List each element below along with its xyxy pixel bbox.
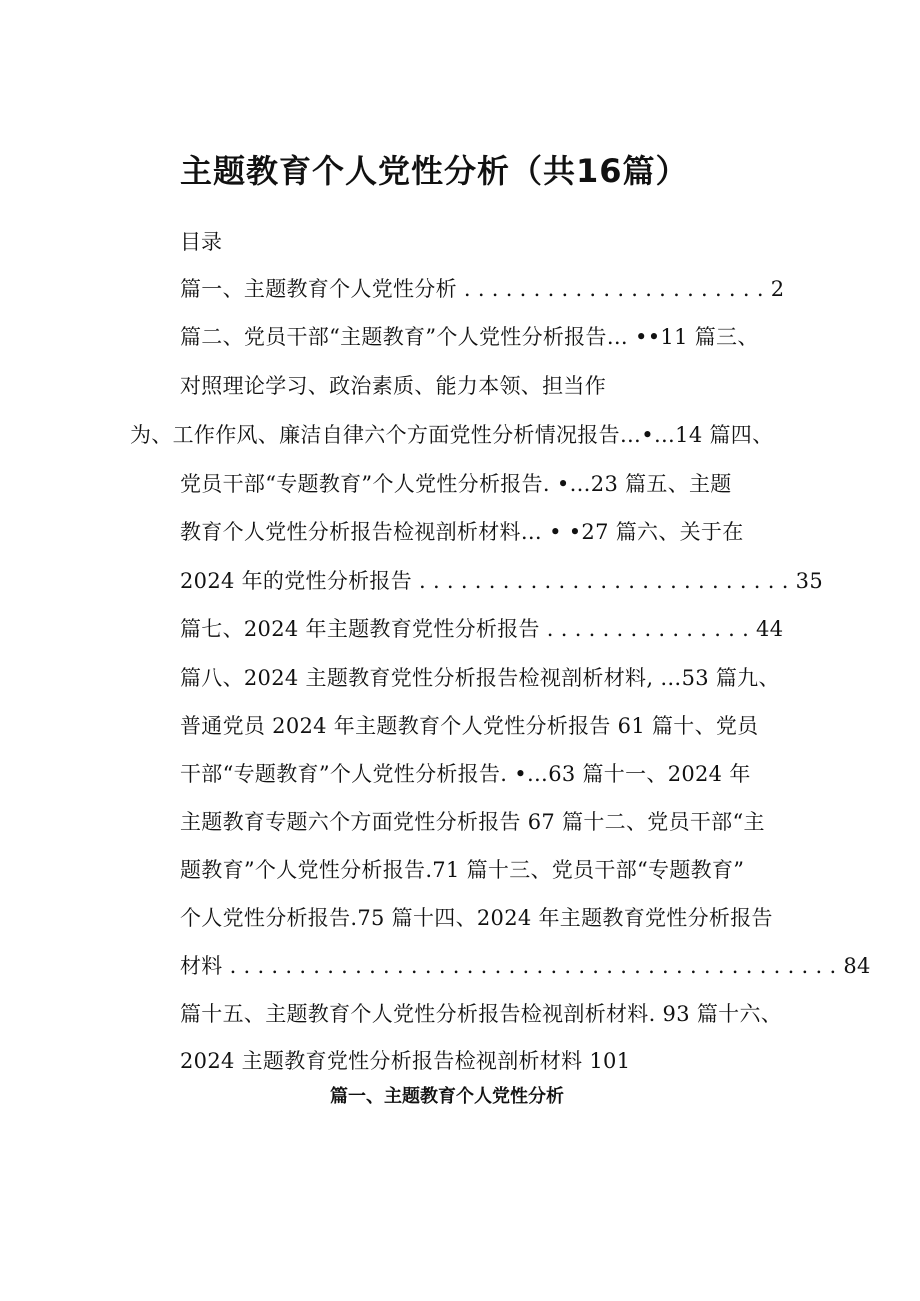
toc-line[interactable]: 材料 . . . . . . . . . . . . . . . . . . . . . . . . . . . . . . . . . . . . . . . . . . . . 84 <box>180 954 871 978</box>
toc-line[interactable]: 普通党员 2024 年主题教育个人党性分析报告 61 篇十、党员 <box>180 714 759 738</box>
toc-line[interactable]: 2024 年的党性分析报告 . . . . . . . . . . . . . . . . . . . . . . . . . . . 35 <box>180 569 823 593</box>
document-title: 主题教育个人党性分析（共16篇） <box>180 152 689 190</box>
toc-line[interactable]: 篇八、2024 主题教育党性分析报告检视剖析材料, …53 篇九、 <box>180 666 780 690</box>
toc-line[interactable]: 篇七、2024 年主题教育党性分析报告 . . . . . . . . . . . . . . . 44 <box>180 617 784 641</box>
toc-line[interactable]: 为、工作作风、廉洁自律六个方面党性分析情况报告…•…14 篇四、 <box>130 423 774 447</box>
toc-line[interactable]: 对照理论学习、政治素质、能力本领、担当作 <box>180 374 606 398</box>
toc-line[interactable]: 主题教育专题六个方面党性分析报告 67 篇十二、党员干部“主 <box>180 810 765 834</box>
section-heading: 篇一、主题教育个人党性分析 <box>330 1086 564 1107</box>
toc-line[interactable]: 题教育”个人党性分析报告.71 篇十三、党员干部“专题教育” <box>180 858 745 882</box>
toc-line[interactable]: 干部“专题教育”个人党性分析报告. •…63 篇十一、2024 年 <box>180 762 751 786</box>
toc-line[interactable]: 党员干部“专题教育”个人党性分析报告. •…23 篇五、主题 <box>180 472 732 496</box>
toc-line[interactable]: 个人党性分析报告.75 篇十四、2024 年主题教育党性分析报告 <box>180 906 773 930</box>
toc-line[interactable]: 篇十五、主题教育个人党性分析报告检视剖析材料. 93 篇十六、 <box>180 1002 783 1026</box>
toc-line[interactable]: 篇二、党员干部“主题教育”个人党性分析报告… ••11 篇三、 <box>180 325 759 349</box>
toc-line[interactable]: 篇一、主题教育个人党性分析 . . . . . . . . . . . . . . . . . . . . . . 2 <box>180 277 785 301</box>
toc-line[interactable]: 教育个人党性分析报告检视剖析材料… • •27 篇六、关于在 <box>180 520 744 544</box>
toc-heading: 目录 <box>180 230 222 254</box>
toc-line[interactable]: 2024 主题教育党性分析报告检视剖析材料 101 <box>180 1049 631 1073</box>
